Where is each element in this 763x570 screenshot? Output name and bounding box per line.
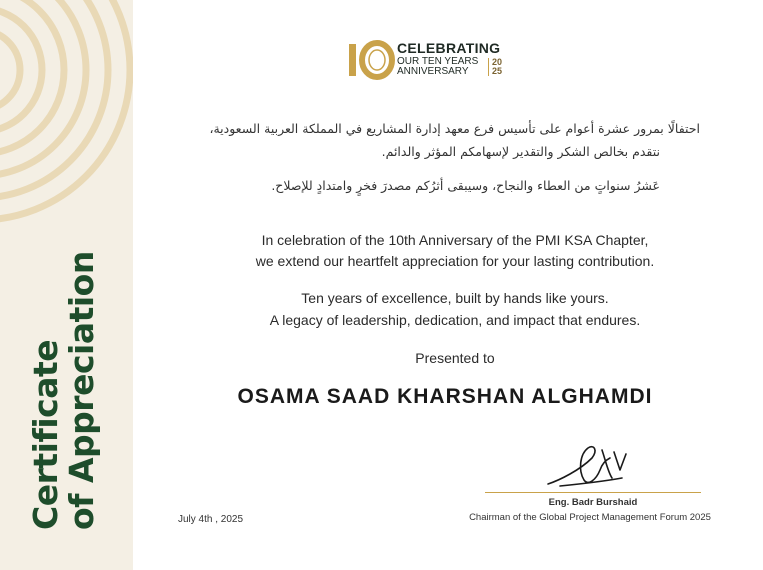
- logo-celebrating: CELEBRATING: [397, 40, 501, 56]
- signer-title: Chairman of the Global Project Management Forum 2025: [469, 512, 711, 523]
- arabic-text-line2: نتقدم بخالص الشكر والتقدير لإسهامكم المؤثر والدائم.: [381, 144, 660, 159]
- recipient-name: OSAMA SAAD KHARSHAN ALGHAMDI: [237, 385, 653, 408]
- certificate-title: [28, 170, 100, 530]
- signature-icon: [540, 440, 640, 492]
- arabic-text-line3: عَشرُ سنواتٍ من العطاء والنجاح، وسيبقى أثرُكم مصدرَ فخرٍ وامتدادٍ للإصلاح.: [271, 178, 660, 193]
- certificate-title-line1: Certificate: [26, 339, 65, 530]
- signer-name: Eng. Badr Burshaid: [548, 497, 638, 508]
- logo-year-top: 20: [492, 57, 503, 67]
- ten-years-logo-icon: [345, 40, 395, 80]
- certificate-date: July 4th , 2025: [178, 514, 244, 525]
- arabic-text-line1: احتفالًا بمرور عشرة أعوام على تأسيس فرع معهد إدارة المشاريع في المملكة العربية السعودية،: [209, 121, 700, 136]
- anniversary-logo: [345, 40, 525, 80]
- logo-subtitle-line1: OUR TEN YEARS: [397, 56, 479, 67]
- logo-year: [488, 58, 502, 76]
- logo-subtitle: [397, 57, 478, 77]
- english-text-line4: A legacy of leadership, dedication, and impact that endures.: [269, 312, 641, 328]
- logo-subtitle-line2: ANNIVERSARY: [397, 66, 469, 77]
- signature-line: [485, 492, 701, 493]
- presented-to-label: Presented to: [415, 350, 495, 366]
- english-text-line3: Ten years of excellence, built by hands like yours.: [301, 290, 609, 306]
- certificate-title-line2: of Appreciation: [62, 251, 101, 530]
- english-text-line2: we extend our heartfelt appreciation for your lasting contribution.: [255, 253, 655, 269]
- side-panel: [0, 0, 133, 570]
- logo-year-bottom: 25: [492, 66, 503, 76]
- english-text-line1: In celebration of the 10th Anniversary of the PMI KSA Chapter,: [261, 232, 649, 248]
